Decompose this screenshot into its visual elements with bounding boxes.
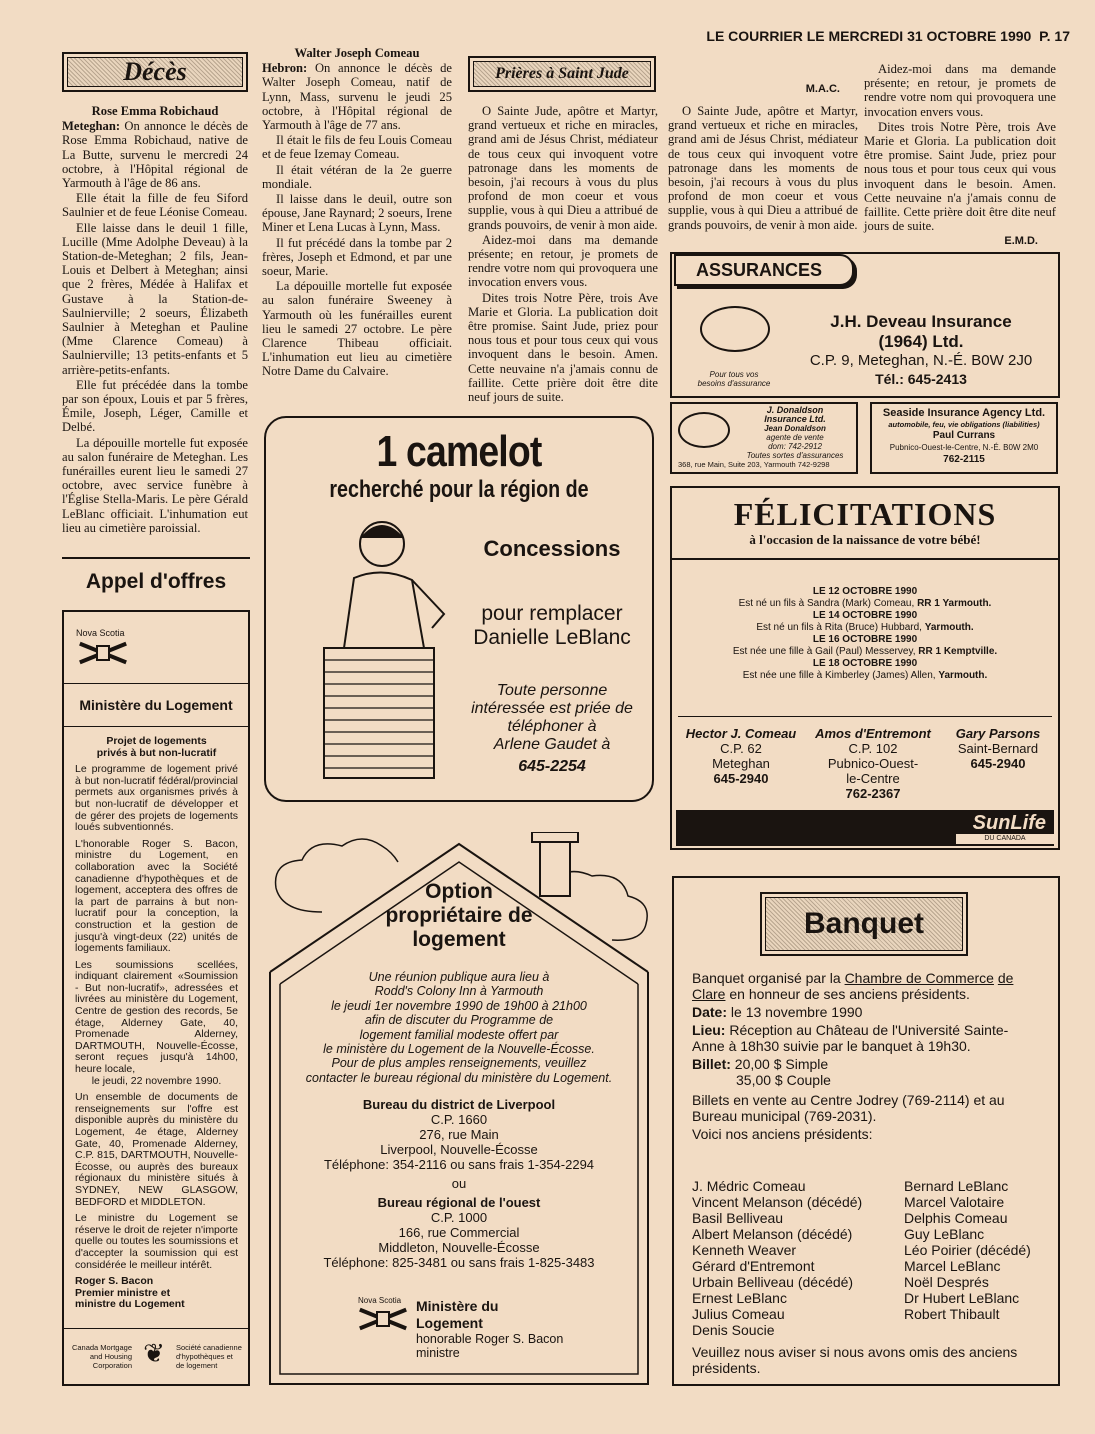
option-line: contacter le bureau régional du ministère du Logement. [305, 1070, 613, 1085]
option-title: Option [425, 880, 493, 903]
agent-line: C.P. 62 [720, 741, 762, 756]
office-line: Téléphone: 825-3481 ou sans frais 1-825-3483 [323, 1255, 595, 1271]
camelot-text: intéressée est priée de [471, 700, 633, 717]
banquet-box [672, 876, 1060, 1386]
insurance-name: J. Donaldson [766, 405, 824, 415]
banquet-date-label: Date: [692, 1004, 728, 1020]
agent-phone: 645-2940 [970, 756, 1026, 771]
appel-signature-name: Roger S. Bacon [75, 1275, 154, 1288]
obituary-text: On annonce le décès de Walter Joseph Comeau, natif de Lynn, Mass, survenu le jeudi 25 octobre, à l'Hôpital régional de Yarmouth à l'âge de 77 ans. [262, 61, 452, 133]
insurance-address: C.P. 9, Meteghan, N.-É. B0W 2J0 [809, 352, 1033, 369]
prayer-2 [668, 104, 858, 233]
birth-place: RR 1 Yarmouth. [917, 598, 992, 609]
insurance-tagline: besoins d'assurance [697, 379, 771, 388]
prayer-text: O Sainte Jude, apôtre et Martyr, grand vertueux et riche en miracles, grand ami de Jésus Christ, médiateur de tous ceux qui invoquent votre patronage dans les moments de besoin, j'ai recours à vous du plus profond de mon coeur et vous supplie, vous à qui Dieu a attribué de grands pouvoirs, de venir à mon aide. [468, 104, 658, 232]
cmhc-text: de logement [176, 1361, 218, 1370]
appel-box [62, 610, 250, 1386]
appel-text: L'honorable Roger S. Bacon, ministre du Logement, en collaboration avec la Société canadienne d'hypothèques et de logement, acceptera des offres de la part de parrains à but non-lucratif pour la conception, la construction et la gestion de jusqu'à vingt-deux (22) unités de logements familiaux. [75, 837, 238, 955]
sunlife-subtitle: DU CANADA [956, 834, 1054, 844]
cmhc-text: and Housing [89, 1352, 132, 1361]
prayer-1 [468, 104, 658, 405]
appel-signature-title: Premier ministre et [75, 1286, 171, 1299]
birth-place: RR 1 Kemptville. [918, 646, 998, 657]
banquet-text: Banquet organisé par la [692, 970, 845, 986]
agent-line: Meteghan [712, 756, 770, 771]
agent-name: Hector J. Comeau [685, 726, 797, 741]
president-name: Guy LeBlanc [904, 1226, 985, 1242]
banquet-place-label: Lieu: [692, 1022, 726, 1038]
felicitations-subtitle: à l'occasion de la naissance de votre bébé! [749, 532, 981, 547]
obituary-robichaud [62, 104, 248, 536]
birth-place: Yarmouth. [938, 670, 988, 681]
banquet-text: en honneur de ses anciens présidents. [725, 986, 970, 1002]
president-name: Julius Comeau [692, 1306, 785, 1322]
donaldson-insurance [670, 402, 858, 474]
obituary-place: Hebron: [262, 61, 308, 76]
cmhc-text: Canada Mortgage [71, 1343, 132, 1352]
appel-text: Le programme de logement privé à but non-lucratif fédéral/provincial permets aux organismes privés à but non-lucratif de développer et de gérer des projets de logements loués subventionnés. [75, 763, 238, 834]
president-name: J. Médric Comeau [692, 1178, 806, 1194]
obituary-name: Walter Joseph Comeau [294, 46, 420, 60]
obituary-comeau [262, 46, 452, 380]
banquet-title: Banquet [765, 897, 963, 951]
nova-scotia-flag-icon [78, 640, 128, 664]
presidents-left [692, 1178, 902, 1338]
appel-text: Le ministre du Logement se réserve le droit de rejeter n'importe quelle ou toutes les soumissions et d'accepter la soumission qui est considérée le meilleur intérêt. [75, 1212, 238, 1271]
president-name: Denis Soucie [692, 1322, 775, 1338]
prieres-banner-text: Prières à Saint Jude [473, 61, 651, 87]
prieres-banner [468, 56, 656, 92]
page-number: P. 17 [1039, 28, 1070, 44]
nova-scotia-label: Nova Scotia [358, 1296, 402, 1305]
nova-scotia-label: Nova Scotia [76, 628, 125, 638]
insurance-phone: Tél.: 645-2413 [875, 371, 967, 387]
banquet-place: Réception au Château de l'Université Sainte-Anne à 18h30 suivie par le banquet à 19h30. [692, 1022, 1009, 1054]
president-name: Vincent Melanson (décédé) [692, 1194, 863, 1210]
president-name: Noël Després [904, 1274, 989, 1290]
agent-parsons [938, 726, 1058, 771]
agent-name: Gary Parsons [955, 726, 1041, 741]
president-name: Albert Melanson (décédé) [692, 1226, 853, 1242]
birth-date: LE 16 OCTOBRE 1990 [812, 634, 918, 645]
prayer-signature: E.M.D. [1004, 235, 1038, 248]
obituary-text: On annonce le décès de Rose Emma Robichaud, native de La Butte, survenu le mercredi 24 octobre, à l'Hôpital régional de Yarmouth à l'âge de 86 ans. [62, 119, 248, 191]
banquet-ticket-label: Billet: [692, 1056, 731, 1072]
agent-dentremont [808, 726, 938, 801]
option-line: le jeudi 1er novembre 1990 de 19h00 à 21h00 [331, 998, 587, 1013]
banquet-ticket: 35,00 $ Couple [736, 1072, 831, 1088]
obituary-name: Rose Emma Robichaud [91, 104, 219, 118]
option-line: Une réunion publique aura lieu à [368, 970, 550, 984]
president-name: Kenneth Weaver [692, 1242, 797, 1258]
prayer-text: Aidez-moi dans ma demande présente; en retour, je promets de rendre votre nom qui provoquera une invocation envers vous. [468, 232, 658, 290]
president-name: Delphis Comeau [904, 1210, 1008, 1226]
ministere-line: honorable Roger S. Bacon [416, 1332, 564, 1346]
appel-signature-title: ministre du Logement [75, 1298, 185, 1311]
camelot-ad [264, 416, 654, 802]
insurance-line: automobile, feu, vie obligations (liabilities) [888, 420, 1040, 429]
birth-place: Yarmouth. [924, 622, 974, 633]
page-header [700, 28, 1070, 44]
insurance-agent: Jean Donaldson [764, 424, 826, 433]
office-line: Middleton, Nouvelle-Écosse [378, 1240, 540, 1256]
banquet-date: le 13 novembre 1990 [727, 1004, 863, 1020]
option-ministere [416, 1298, 563, 1360]
president-name: Robert Thibault [904, 1306, 1000, 1322]
ministere-line: Logement [416, 1315, 483, 1331]
insurance-name: Seaside Insurance Agency Ltd. [882, 407, 1046, 419]
camelot-title: 1 camelot [376, 427, 542, 476]
office-title: Bureau régional de l'ouest [377, 1195, 541, 1211]
birth-date: LE 14 OCTOBRE 1990 [812, 610, 918, 621]
obituary-text: La dépouille mortelle fut exposée au salon funéraire de Meteghan. Les funérailles eurent lieu le samedi 27 octobre, avec service funèbre à l'Église Stella-Maris. Le père Gérald LeBlanc officiait. L'inhumation eut lieu au cimetière paroissial. [62, 435, 248, 535]
assurances-banner: ASSURANCES [674, 254, 854, 286]
appel-text: Les soumissions scellées, indiquant clairement «Soumission - But non-lucratif», adressées et livrées au ministère du Logement, Centre de gestion des records, 5e étage, Alderney Gate, 40, Promenade Alderney, DARTMOUTH, Nouvelle-Écosse, seront reçues jusqu'à 14h00, heure locale, [75, 958, 238, 1076]
insurance-name: Insurance Ltd. [764, 414, 826, 424]
prayer-signature: M.A.C. [805, 83, 840, 95]
camelot-text: Arlene Gaudet à [493, 736, 611, 753]
nova-scotia-flag-icon [358, 1306, 408, 1330]
cmhc-text: d'hypothèques et [176, 1352, 233, 1361]
birth-text: Est née une fille à Kimberley (James) Allen, [742, 670, 939, 681]
office-line: C.P. 1000 [430, 1210, 488, 1226]
banquet-presidents-intro: Voici nos anciens présidents: [692, 1126, 873, 1142]
president-name: Basil Belliveau [692, 1210, 784, 1226]
president-name: Urbain Belliveau (décédé) [692, 1274, 854, 1290]
option-ad [290, 880, 628, 1270]
prayer-2-cont [864, 62, 1056, 250]
option-line: le ministère du Logement de la Nouvelle-Écosse. [323, 1042, 595, 1057]
office-line: 276, rue Main [419, 1127, 499, 1143]
divider [62, 557, 250, 559]
insurance-tagline: Pour tous vos [709, 370, 759, 379]
sunlife-banner [676, 810, 1054, 846]
camelot-phone: 645-2254 [518, 758, 586, 775]
agent-line: le-Centre [846, 771, 900, 786]
president-name: Dr Hubert LeBlanc [904, 1290, 1020, 1306]
appel-subtitle: Projet de logements privés à but non-lucratif [96, 735, 217, 759]
president-name: Ernest LeBlanc [692, 1290, 787, 1306]
insurance-phone: 762-2115 [943, 454, 985, 465]
birth-text: Est né un fils à Rita (Bruce) Hubbard, [756, 622, 925, 633]
insurance-line: agente de vente [766, 433, 824, 442]
option-title: propriétaire de [385, 904, 533, 927]
camelot-replace-name: Danielle LeBlanc [473, 626, 631, 649]
obituary-text: Elle fut précédée dans la tombe par son époux, Louis et par 5 frères, Émile, Joseph, Léger, Camille et Delbé. [62, 377, 248, 435]
obituary-text: Elle laisse dans le deuil 1 fille, Lucille (Mme Adolphe Deveau) à la Station-de-Meteghan; 2 fils, Jean-Louis et Delbert à Meteghan; ainsi que 2 frères, Médée à Halifax et Gustave à la Station-de-Saulnierville; 2 soeurs, Élizabeth Saulnier à Meteghan et Pauline (Mme Clarence Comeau) à Saulnierville; 13 petits-enfants et 5 arrière-petits-enfants. [62, 220, 248, 377]
presidents-right [904, 1178, 1054, 1322]
agent-line: Saint-Bernard [957, 741, 1039, 756]
prayer-1-sig [668, 82, 858, 97]
banquet-banner [760, 892, 968, 956]
obituary-text: La dépouille mortelle fut exposée au salon funéraire Sweeney à Yarmouth où les funérailles eurent lieu le samedi 27 octobre. Le père Clarence Thibeau officiait. L'inhumation eut lieu au cimetière Notre Dame du Calvaire. [262, 279, 452, 379]
deveau-insurance [796, 312, 1046, 388]
option-line: afin de discuter du Programme de [364, 1013, 554, 1028]
office-line: Liverpool, Nouvelle-Écosse [380, 1142, 538, 1158]
appel-text: Un ensemble de documents de renseignements sur l'offre est disponible auprès du ministère du Logement, 4e étage, Alderney Gate, 40, Promenade Alderney, C.P. 815, DARTMOUTH, Nouvelle-Écosse, ou auprès des bureaux régionaux du ministère situés à SYDNEY, NEW GLASGOW, BEDFORD et MIDDLETON. [75, 1091, 238, 1208]
prayer-text: Dites trois Notre Père, trois Ave Marie et Gloria. La publication doit être promise. Saint Jude, priez pour nous tous et pour tous ceux qui vous invoquent dans le besoin. Amen. Cette neuvaine n'a j'amais connu de faillite. Cette prière doit être dite neuf jours de suite. [468, 290, 658, 405]
insurance-logo-icon [700, 306, 770, 352]
prayer-text: Aidez-moi dans ma demande présente; en retour, je promets de rendre votre nom qui provoquera une invocation envers vous. [864, 62, 1056, 119]
birth-text: Est née une fille à Gail (Paul) Messervey, [732, 646, 919, 657]
obituary-text: Il laisse dans le deuil, outre son épouse, Jane Raynard; 2 soeurs, Irene Miner et Lena Lucas à Lynn, Mass. [262, 192, 452, 235]
appel-deadline: le jeudi, 22 novembre 1990. [91, 1074, 222, 1087]
agent-comeau [676, 726, 806, 786]
maple-leaf-icon: ❦ [143, 1339, 165, 1368]
appel-title: Appel d'offres [85, 570, 227, 593]
president-name: Bernard LeBlanc [904, 1178, 1009, 1194]
insurance-logo-icon [678, 412, 730, 448]
obituary-text: Il était vétéran de la 2e guerre mondiale. [262, 162, 452, 191]
header-title: LE COURRIER LE MERCREDI 31 OCTOBRE 1990 [706, 28, 1032, 44]
insurance-address: Pubnico-Ouest-le-Centre, N.-É. B0W 2M0 [889, 443, 1039, 452]
option-line: logement familial modeste offert par [359, 1027, 559, 1042]
cmhc-text: Corporation [92, 1361, 132, 1370]
president-name: Marcel LeBlanc [904, 1258, 1001, 1274]
president-name: Gérard d'Entremont [692, 1258, 815, 1274]
option-line: Pour de plus amples renseignements, veuillez [331, 1056, 587, 1071]
insurance-address: 368, rue Main, Suite 203, Yarmouth 742-9298 [678, 460, 830, 469]
birth-text: Est né un fils à Sandra (Mark) Comeau, [738, 598, 918, 609]
insurance-name: J.H. Deveau Insurance [830, 312, 1012, 331]
ministere-line: ministre [416, 1346, 460, 1360]
president-name: Marcel Valotaire [904, 1194, 1005, 1210]
prayer-text: O Sainte Jude, apôtre et Martyr, grand vertueux et riche en miracles, grand ami de Jésus Christ, médiateur de tous ceux qui invoquent votre patronage dans les moments de besoin, j'ai recours à vous du plus profond de mon coeur et vous supplie, vous à qui Dieu a attribué de grands pouvoirs, de venir à mon aide. [668, 104, 858, 232]
camelot-subtitle: recherché pour la région de [329, 476, 589, 503]
camelot-place: Concessions [483, 536, 621, 561]
office-title: Bureau du district de Liverpool [362, 1097, 556, 1113]
option-line: Rodd's Colony Inn à Yarmouth [374, 984, 544, 999]
banquet-footer: Veuillez nous aviser si nous avons omis des anciens présidents. [692, 1344, 1018, 1376]
camelot-replace: pour remplacer [481, 602, 623, 625]
felicitations-title: FÉLICITATIONS [733, 496, 997, 532]
appel-ministere: Ministère du Logement [64, 683, 248, 727]
felicitations-box [670, 486, 1060, 850]
office-line: 166, rue Commercial [398, 1225, 520, 1241]
president-name: Léo Poirier (décédé) [904, 1242, 1031, 1258]
deces-banner [62, 52, 248, 92]
insurance-line: dom: 742-2912 [768, 442, 822, 451]
sunlife-logo: SunLife [972, 812, 1046, 834]
newspaper-carrier-illustration-icon [294, 518, 464, 788]
ministere-line: Ministère du [416, 1298, 499, 1314]
chambre-de-commerce-link: de Clare [692, 970, 1014, 1002]
obituary-text: Il était le fils de feu Louis Comeau et de feue Izemay Comeau. [262, 133, 452, 162]
cmhc-logo [64, 1328, 248, 1384]
agent-name: Amos d'Entremont [815, 726, 931, 741]
obituary-text: Elle était la fille de feu Siford Saulnier et de feue Léonise Comeau. [62, 191, 248, 220]
agent-line: C.P. 102 [848, 741, 898, 756]
insurance-agent: Paul Currans [932, 430, 996, 441]
insurance-line: Toutes sortes d'assurances [746, 451, 844, 460]
obituary-text: Il fut précédé dans la tombe par 2 frères, Joseph et Edmond, et par une soeur, Marie. [262, 235, 452, 279]
office-or: ou [451, 1176, 467, 1192]
banquet-sales: Billets en vente au Centre Jodrey (769-2114) et au Bureau municipal (769-2031). [692, 1092, 1005, 1124]
cmhc-text: Société canadienne [176, 1343, 242, 1352]
prayer-text: Dites trois Notre Père, trois Ave Marie et Gloria. La publication doit être promise. Saint Jude, priez pour nous tous et pour tous ceux qui vous invoquent dans le besoin. Amen. Cette neuvaine n'a j'amais connu de faillite. Cette prière doit être dite neuf jours de suite. [864, 119, 1056, 234]
camelot-text: Toute personne [496, 682, 608, 699]
obituary-place: Meteghan: [62, 119, 121, 134]
insurance-name: (1964) Ltd. [878, 332, 964, 351]
office-line: C.P. 1660 [430, 1112, 488, 1128]
seaside-insurance [870, 402, 1058, 474]
camelot-text: téléphoner à [507, 718, 597, 735]
agent-phone: 645-2940 [713, 771, 769, 786]
agent-line: Pubnico-Ouest- [827, 756, 919, 771]
deces-banner-text: Décès [67, 57, 243, 87]
option-title: logement [412, 928, 506, 951]
office-line: Téléphone: 354-2116 ou sans frais 1-354-2294 [323, 1157, 595, 1173]
agent-phone: 762-2367 [845, 786, 901, 801]
birth-date: LE 12 OCTOBRE 1990 [812, 586, 918, 597]
chambre-de-commerce-link: Chambre de Commerce [844, 970, 994, 986]
banquet-ticket: 20,00 $ Simple [730, 1056, 829, 1072]
birth-date: LE 18 OCTOBRE 1990 [812, 658, 918, 669]
